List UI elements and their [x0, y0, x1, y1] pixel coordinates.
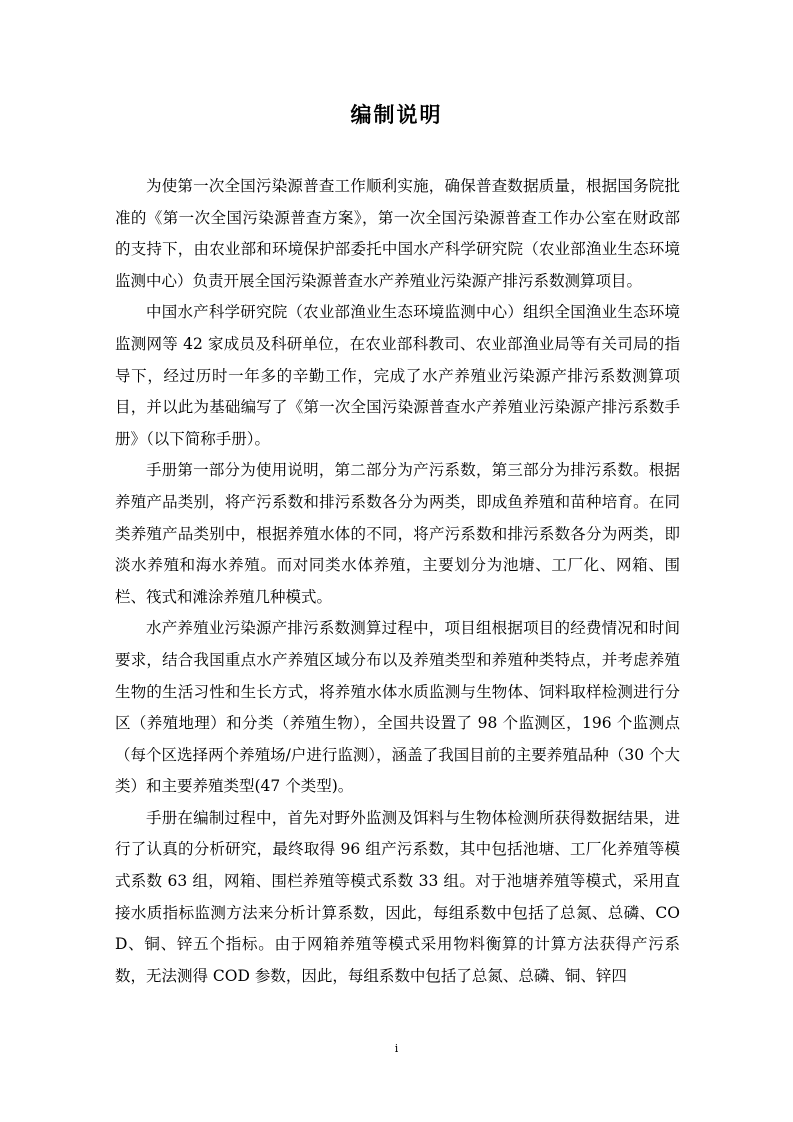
paragraph-4: 水产养殖业污染源产排污系数测算过程中，项目组根据项目的经费情况和时间要求，结合我国重点水产养殖区域分布以及养殖类型和养殖种类特点，并考虑养殖生物的生活习性和生长方式，将养殖水体水质监测与生物体、饲料取样检测进行分区（养殖地理）和分类（养殖生物），全国共设置了 98 个监测区，196 个监测点（每个区选择两个养殖场/户进行监测），涵盖了我国目前的主要养殖品种（30 个大类）和主要养殖类型(47 个类型)。: [115, 619, 680, 796]
paragraph-1: 为使第一次全国污染源普查工作顺利实施，确保普查数据质量，根据国务院批准的《第一次全国污染源普查方案》，第一次全国污染源普查工作办公室在财政部的支持下，由农业部和环境保护部委托中国水产科学研究院（农业部渔业生态环境监测中心）负责开展全国污染源普查水产养殖业污染源产排污系数测算项目。: [115, 177, 680, 290]
paragraph-5: 手册在编制过程中，首先对野外监测及饵料与生物体检测所获得数据结果，进行了认真的分析研究，最终取得 96 组产污系数，其中包括池塘、工厂化养殖等模式系数 63 组，网箱、围栏养殖等模式系数 33 组。对于池塘养殖等模式，采用直接水质指标监测方法来分析计算系数，因此，每组系数中包括了总氮、总磷、COD、铜、锌五个指标。由于网箱养殖等模式采用物料衡算的计算方法获得产污系数，无法测得 COD 参数，因此，每组系数中包括了总氮、总磷、铜、锌四: [115, 808, 680, 985]
paragraph-2: 中国水产科学研究院（农业部渔业生态环境监测中心）组织全国渔业生态环境监测网等 42 家成员及科研单位，在农业部科教司、农业部渔业局等有关司局的指导下，经过历时一年多的辛勤工作，完成了水产养殖业污染源产排污系数测算项目，并以此为基础编写了《第一次全国污染源普查水产养殖业污染源产排污系数手册》（以下简称手册）。: [115, 303, 680, 448]
page-title: 编制说明: [350, 102, 443, 127]
paragraph-3: 手册第一部分为使用说明，第二部分为产污系数，第三部分为排污系数。根据养殖产品类别，将产污系数和排污系数各分为两类，即成鱼养殖和苗种培育。在同类养殖产品类别中，根据养殖水体的不同，将产污系数和排污系数各分为两类，即淡水养殖和海水养殖。而对同类水体养殖，主要划分为池塘、工厂化、网箱、围栏、筏式和滩涂养殖几种模式。: [115, 461, 680, 606]
page-number: i: [394, 1042, 399, 1055]
body-text: [115, 171, 680, 992]
